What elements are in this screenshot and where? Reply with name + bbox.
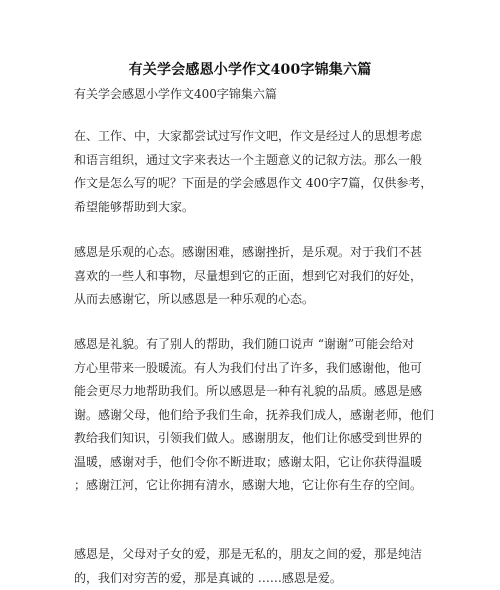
- article-subtitle: 有关学会感恩小学作文400字锦集六篇: [74, 85, 277, 102]
- paragraph-line: 能会更尽力地帮助我们。所以感恩是一种有礼貌的品质。感恩是感: [74, 380, 434, 404]
- paragraph-love: [74, 543, 434, 590]
- paragraph-line: 方心里带来一股暖流。有人为我们付出了许多，我们感谢他，他可: [74, 357, 434, 381]
- article-title: 有关学会感恩小学作文400字锦集六篇: [0, 59, 500, 79]
- paragraph-line: ；感谢江河，它让你拥有清水，感谢大地，它让你有生存的空间。: [74, 474, 434, 498]
- paragraph-line: 感恩是乐观的心态。感谢困难，感谢挫折，是乐观。对于我们不甚: [74, 241, 434, 265]
- paragraph-intro: [74, 125, 434, 219]
- paragraph-line: 谢。感谢父母，他们给予我们生命，抚养我们成人，感谢老师，他们: [74, 404, 434, 428]
- paragraph-line: 作文是怎么写的呢？下面是的学会感恩作文 400字7篇，仅供参考，: [74, 172, 434, 196]
- paragraph-line: 温暖，感谢对手，他们令你不断进取；感谢太阳，它让你获得温暖: [74, 451, 434, 475]
- paragraph-line: 感恩是礼貌。有了别人的帮助，我们随口说声 “谢谢”可能会给对: [74, 333, 434, 357]
- paragraph-line: 在、工作、中，大家都尝试过写作文吧，作文是经过人的思想考虑: [74, 125, 434, 149]
- paragraph-politeness: [74, 333, 434, 498]
- paragraph-line: 的，我们对穷苦的爱，那是真诚的 ……感恩是爱。: [74, 567, 434, 590]
- paragraph-line: 教给我们知识，引领我们做人。感谢朋友，他们让你感受到世界的: [74, 427, 434, 451]
- paragraph-line: 喜欢的一些人和事物，尽量想到它的正面，想到它对我们的好处，: [74, 265, 434, 289]
- paragraph-line: 感恩是，父母对子女的爱，那是无私的，朋友之间的爱，那是纯洁: [74, 543, 434, 567]
- paragraph-optimism: [74, 241, 434, 312]
- paragraph-line: 从而去感谢它，所以感恩是一种乐观的心态。: [74, 288, 434, 312]
- paragraph-line: 希望能够帮助到大家。: [74, 196, 434, 220]
- paragraph-line: 和语言组织，通过文字来表达一个主题意义的记叙方法。那么一般: [74, 149, 434, 173]
